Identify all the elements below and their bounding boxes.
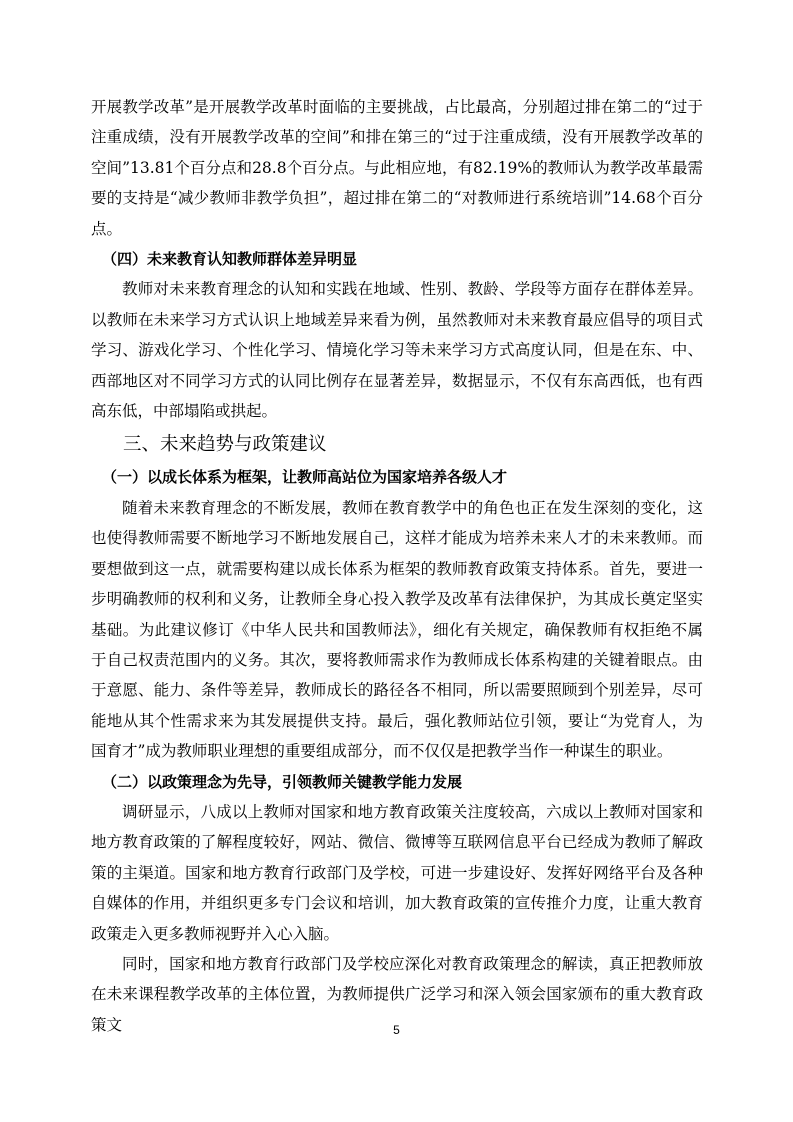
paragraph: 随着未来教育理念的不断发展，教师在教育教学中的角色也正在发生深刻的变化，这也使得教师需要不断地学习不断地发展自己，这样才能成为培养未来人才的未来教师。而要想做到这一点，就需要构建以成长体系为框架的教师教育政策支持体系。首先，要进一步明确教师的权利和义务，让教师全身心投入教学及改革有法律保护，为其成长奠定坚实基础。为此建议修订《中华人民共和国教师法》，细化有关规定，确保教师有权拒绝不属于自己权责范围内的义务。其次，要将教师需求作为教师成长体系构建的关键着眼点。由于意愿、能力、条件等差异，教师成长的路径各不相同，所以需要照顾到个别差异，尽可能地从其个性需求来为其发展提供支持。最后，强化教师站位引领，要让“为党育人，为国育才”成为教师职业理想的重要组成部分，而不仅仅是把教学当作一种谋生的职业。 (91, 498, 703, 761)
page-body (91, 92, 703, 1040)
section-heading: （二）以政策理念为先导，引领教师关键教学能力发展 (102, 772, 463, 791)
chapter-heading: 三、未来趋势与政策建议 (123, 434, 327, 456)
paragraph: 同时，国家和地方教育行政部门及学校应深化对教育政策理念的解读，真正把教师放在未来课程教学改革的主体位置，为教师提供广泛学习和深入领会国家颁布的重大教育政策文 (91, 954, 703, 1034)
section-heading: （一）以成长体系为框架，让教师高站位为国家培养各级人才 (102, 468, 508, 487)
paragraph: 调研显示，八成以上教师对国家和地方教育政策关注度较高，六成以上教师对国家和地方教育政策的了解程度较好，网站、微信、微博等互联网信息平台已经成为教师了解政策的主渠道。国家和地方教育行政部门及学校，可进一步建设好、发挥好网络平台及各种自媒体的作用，并组织更多专门会议和培训，加大教育政策的宣传推介力度，让重大教育政策走入更多教师视野并入心入脑。 (91, 802, 703, 943)
paragraph: 教师对未来教育理念的认知和实践在地域、性别、教龄、学段等方面存在群体差异。以教师在未来学习方式认识上地域差异来看为例，虽然教师对未来教育最应倡导的项目式学习、游戏化学习、个性化学习、情境化学习等未来学习方式高度认同，但是在东、中、西部地区对不同学习方式的认同比例存在显著差异，数据显示，不仅有东高西低，也有西高东低，中部塌陷或拱起。 (91, 280, 703, 421)
paragraph: 开展教学改革”是开展教学改革时面临的主要挑战，占比最高，分别超过排在第二的“过于注重成绩，没有开展教学改革的空间”和排在第三的“过于注重成绩，没有开展教学改革的空间”13.81个百分点和28.8个百分点。与此相应地，有82.19%的教师认为教学改革最需要的支持是“减少教师非教学负担”，超过排在第二的“对教师进行系统培训”14.68个百分点。 (91, 98, 703, 238)
page-number: 5 (393, 1023, 400, 1037)
section-heading: （四）未来教育认知教师群体差异明显 (102, 250, 358, 269)
